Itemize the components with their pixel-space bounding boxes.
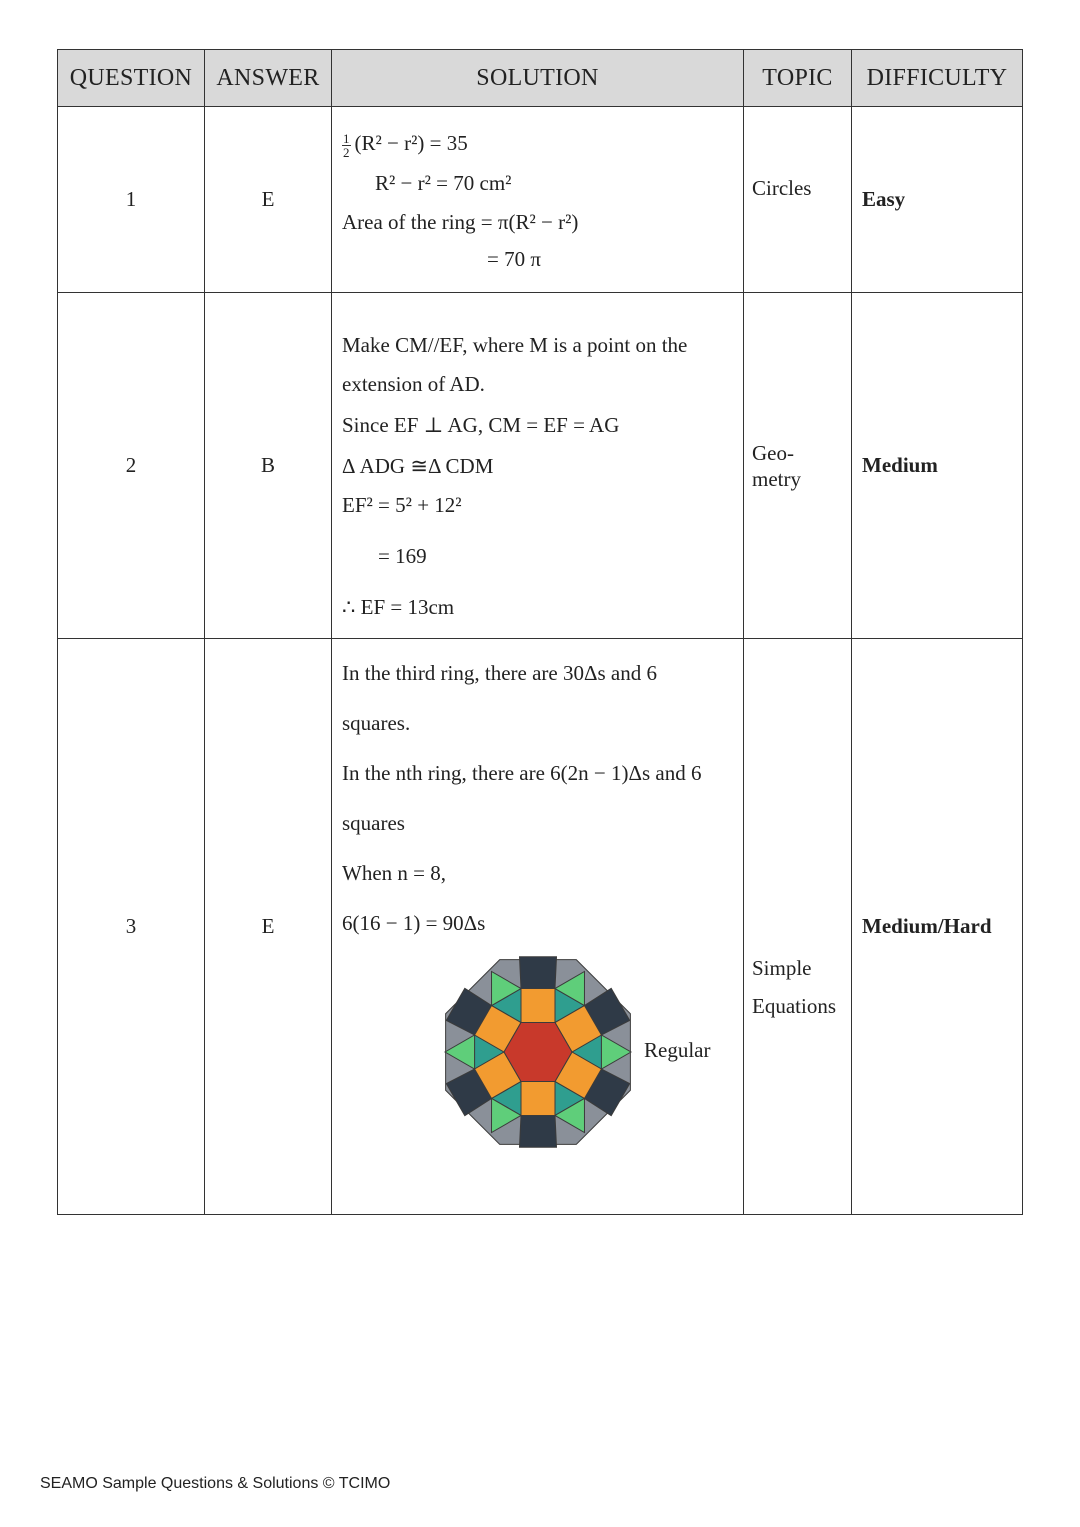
figure-caption: Regular: [644, 1038, 711, 1062]
answer-letter: E: [205, 639, 332, 1215]
topic-line: Simple: [752, 955, 812, 980]
solution-line: $\frac{1}{2}$ (R² − r²) = 35: [343, 130, 468, 160]
topic-cell: Circles: [744, 107, 852, 293]
question-number: 1: [58, 107, 205, 293]
header-topic: TOPIC: [744, 50, 852, 107]
solution-line: Make CM//EF, where M is a point on the: [342, 333, 688, 357]
difficulty-cell: Medium/Hard: [852, 639, 1023, 1215]
solution-line: 6(16 − 1) = 90Δs: [342, 911, 486, 935]
page-footer: SEAMO Sample Questions & Solutions © TCIMO: [40, 1475, 391, 1492]
header-question: QUESTION: [58, 50, 205, 107]
difficulty-cell: Medium: [852, 293, 1023, 639]
topic-line: Geo-: [752, 440, 794, 465]
solution-line: In the third ring, there are 30Δs and 6: [342, 661, 657, 685]
solution-cell: [332, 293, 744, 639]
solutions-table: [57, 49, 1023, 1215]
tiling-figure: [342, 950, 742, 1160]
topic-line: metry: [752, 466, 801, 491]
square-tile: [521, 989, 555, 1023]
table-row: [58, 107, 1023, 293]
solution-line: = 70 π: [487, 246, 541, 271]
outer-dark-tile: [519, 957, 556, 989]
table-row: [58, 293, 1023, 639]
solution-line: ∴ EF = 13cm: [342, 595, 455, 619]
header-solution: SOLUTION: [332, 50, 744, 107]
solution-line: In the nth ring, there are 6(2n − 1)Δs and 6: [342, 761, 702, 785]
fraction: $\frac{1}{2}$: [343, 130, 350, 160]
header-row: [58, 50, 1023, 107]
solution-cell: [332, 107, 744, 293]
solution-line: squares: [342, 811, 405, 835]
square-tile: [521, 1081, 555, 1115]
solution-line: = 169: [378, 544, 427, 568]
table-row: [58, 639, 1023, 1215]
topic-line: Equations: [752, 993, 836, 1018]
solution-line: R² − r² = 70 cm²: [375, 170, 512, 195]
answer-letter: E: [205, 107, 332, 293]
question-number: 3: [58, 639, 205, 1215]
outer-dark-tile: [519, 1115, 556, 1147]
solution-line: Δ ADG ≅Δ CDM: [342, 454, 494, 478]
question-number: 2: [58, 293, 205, 639]
topic-cell: [744, 639, 852, 1215]
solution-line: EF² = 5² + 12²: [342, 493, 462, 517]
solution-line: squares.: [342, 711, 411, 735]
topic-cell: [744, 293, 852, 639]
header-answer: ANSWER: [205, 50, 332, 107]
solution-line: Area of the ring = π(R² − r²): [342, 209, 579, 234]
tiling-diagram: [438, 950, 638, 1154]
header-difficulty: DIFFICULTY: [852, 50, 1023, 107]
solution-line: When n = 8,: [342, 861, 446, 885]
solution-cell: [332, 639, 744, 1215]
difficulty-cell: Easy: [852, 107, 1023, 293]
answer-letter: B: [205, 293, 332, 639]
solution-line: Since EF ⊥ AG, CM = EF = AG: [342, 413, 620, 437]
solution-line: extension of AD.: [342, 372, 485, 396]
